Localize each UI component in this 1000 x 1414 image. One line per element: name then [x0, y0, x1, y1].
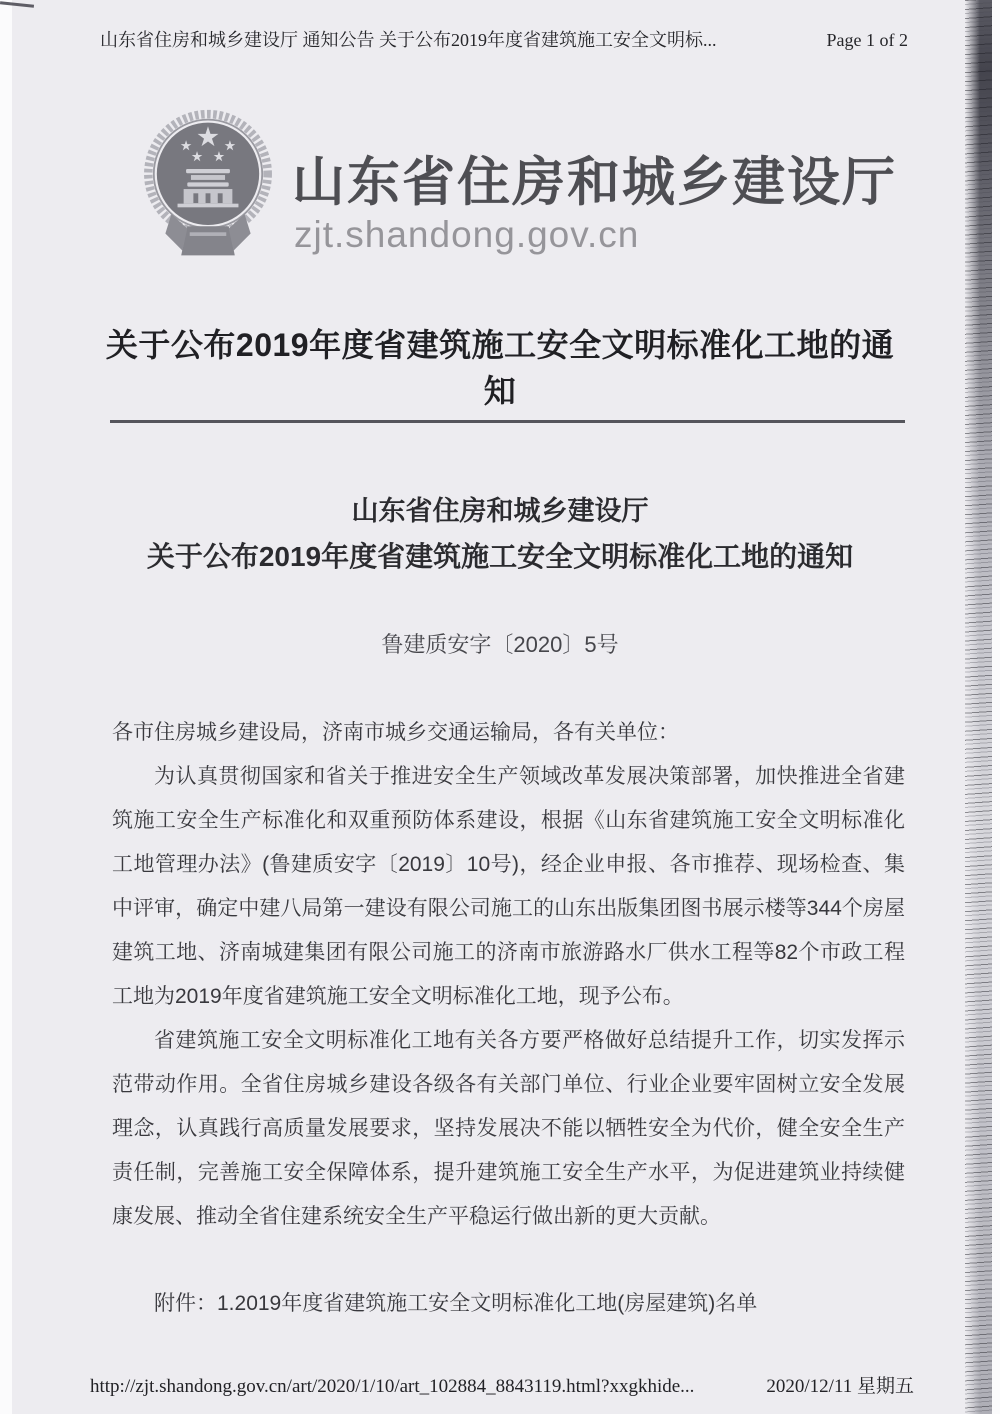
body-paragraph: 省建筑施工安全文明标准化工地有关各方要严格做好总结提升工作，切实发挥示范带动作用。全省住房城乡建设各级各有关部门单位、行业企业要牢固树立安全发展理念，认真践行高质量发展要求，坚持发展决不能以牺牲安全为代价，健全安全生产责任制，完善施工安全保障体系，提升建筑施工安全生产水平，为促进建筑业持续健康发展、推动全省住建系统安全生产平稳运行做出新的更大贡献。: [112, 1029, 905, 1228]
document-org-line: 山东省住房和城乡建设厅: [351, 496, 649, 526]
footer-url: http://zjt.shandong.gov.cn/art/2020/1/10/art_102884_8843119.html?xxgkhide...: [90, 1376, 695, 1397]
print-header: [100, 26, 908, 52]
salutation-line: 各市住房城乡建设局，济南市城乡交通运输局，各有关单位：: [112, 721, 679, 744]
masthead-org-name: 山东省住房和城乡建设厅: [292, 153, 897, 212]
document-body: [112, 711, 905, 1239]
attachment-line: 附件：1.2019年度省建筑施工安全文明标准化工地(房屋建筑)名单: [154, 1292, 758, 1315]
document-number: 鲁建质安字〔2020〕5号: [381, 632, 619, 657]
page-number: Page 1 of 2: [826, 30, 908, 50]
title-divider: [110, 420, 905, 423]
print-header-title: 山东省住房和城乡建设厅 通知公告 关于公布2019年度省建筑施工安全文明标...: [100, 30, 717, 50]
document-title-line: 关于公布2019年度省建筑施工安全文明标准化工地的通知: [146, 541, 854, 572]
body-paragraph: 为认真贯彻国家和省关于推进安全生产领域改革发展决策部署，加快推进全省建筑施工安全生产标准化和双重预防体系建设，根据《山东省建筑施工安全文明标准化工地管理办法》(鲁建质安字〔2019〕10号)，经企业申报、各市推荐、现场检查、集中评审，确定中建八局第一建设有限公司施工的山东出版集团图书展示楼等344个房屋建筑工地、济南城建集团有限公司施工的济南市旅游路水厂供水工程等82个市政工程工地为2019年度省建筑施工安全文明标准化工地，现予公布。: [112, 765, 905, 1008]
article-page-title: 关于公布2019年度省建筑施工安全文明标准化工地的通知: [105, 327, 895, 409]
national-emblem-icon: [141, 104, 275, 268]
print-footer: [90, 1371, 914, 1398]
masthead-website-url: zjt.shandong.gov.cn: [294, 214, 640, 255]
scan-artifact-right-edge: [965, 0, 992, 1414]
footer-date: 2020/12/11 星期五: [766, 1376, 914, 1397]
